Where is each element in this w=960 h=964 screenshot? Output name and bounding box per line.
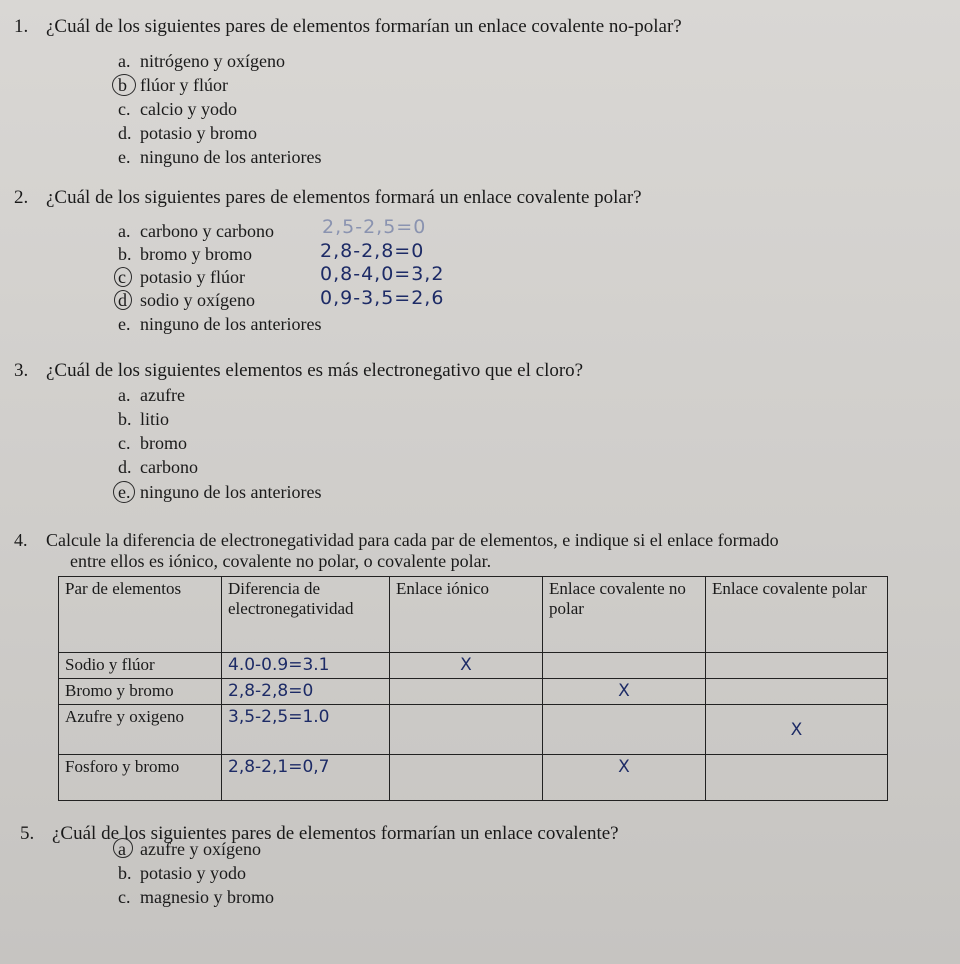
- handwritten-note-1: 2,5-2,5=0: [322, 216, 427, 238]
- header-pair: Par de elementos: [59, 577, 222, 653]
- row-diff: 3,5-2,5=1.0: [222, 705, 390, 755]
- q2-option-e: e. ninguno de los anteriores: [118, 314, 322, 334]
- answer-circle-c: [114, 267, 132, 287]
- header-polar: Enlace covalente polar: [706, 577, 888, 653]
- row-diff: 4.0-0.9=3.1: [222, 653, 390, 679]
- row-diff: 2,8-2,1=0,7: [222, 755, 390, 801]
- row-mark: X: [543, 679, 706, 705]
- table-row: [59, 679, 888, 705]
- answer-circle-a: [113, 838, 133, 858]
- answer-circle-d: [114, 290, 132, 310]
- row-pair: Bromo y bromo: [59, 679, 222, 705]
- header-diff: Diferencia de electronegatividad: [222, 577, 390, 653]
- selected-answer-circle: [112, 74, 136, 96]
- question-5: 5. ¿Cuál de los siguientes pares de elementos formarían un enlace covalente?: [20, 823, 619, 844]
- handwritten-note-2: 2,8-2,8=0: [320, 240, 425, 262]
- q1-option-d: d. potasio y bromo: [118, 123, 257, 143]
- handwritten-note-4: 0,9-3,5=2,6: [320, 287, 445, 309]
- row-pair: Sodio y flúor: [59, 653, 222, 679]
- electronegativity-table: [58, 576, 888, 801]
- q2-option-c: c potasio y flúor: [118, 266, 245, 288]
- row-diff: 2,8-2,8=0: [222, 679, 390, 705]
- question-4-line1: 4. Calcule la diferencia de electronegatividad para cada par de elementos, e indique si el enlace formado: [14, 530, 779, 550]
- answer-circle-e: [113, 481, 135, 503]
- q3-option-a: a. azufre: [118, 385, 185, 405]
- row-mark: X: [543, 755, 706, 801]
- q3-option-d: d. carbono: [118, 457, 198, 477]
- handwritten-note-3: 0,8-4,0=3,2: [320, 263, 445, 285]
- q1-option-c: c. calcio y yodo: [118, 99, 237, 119]
- row-pair: Fosforo y bromo: [59, 755, 222, 801]
- q2-option-a: a. carbono y carbono: [118, 221, 274, 241]
- header-ionic: Enlace iónico: [390, 577, 543, 653]
- table-header-row: [59, 577, 888, 653]
- question-1: 1. ¿Cuál de los siguientes pares de elementos formarían un enlace covalente no-polar?: [14, 16, 682, 37]
- q3-option-c: c. bromo: [118, 433, 187, 453]
- q1-option-a: a. nitrógeno y oxígeno: [118, 51, 285, 71]
- q2-option-d: d sodio y oxígeno: [118, 289, 255, 311]
- question-3: 3. ¿Cuál de los siguientes elementos es más electronegativo que el cloro?: [14, 360, 584, 381]
- table-row: [59, 653, 888, 679]
- question-2: 2. ¿Cuál de los siguientes pares de elementos formará un enlace covalente polar?: [14, 187, 642, 208]
- q2-option-b: b. bromo y bromo: [118, 244, 252, 264]
- q3-option-e: e. ninguno de los anteriores: [118, 481, 321, 503]
- q5-option-a: a azufre y oxígeno: [118, 838, 261, 860]
- question-4-line2: entre ellos es iónico, covalente no polar, o covalente polar.: [70, 551, 492, 571]
- q1-option-e: e. ninguno de los anteriores: [118, 147, 322, 167]
- q1-option-b: b flúor y flúor: [118, 74, 228, 96]
- row-mark: X: [706, 705, 888, 755]
- header-nonpolar: Enlace covalente no polar: [543, 577, 706, 653]
- q3-option-b: b. litio: [118, 409, 170, 429]
- table-row: [59, 755, 888, 801]
- row-mark: X: [390, 653, 543, 679]
- table-row: [59, 705, 888, 755]
- q5-option-c: c. magnesio y bromo: [118, 887, 274, 907]
- row-pair: Azufre y oxigeno: [59, 705, 222, 755]
- q5-option-b: b. potasio y yodo: [118, 863, 246, 883]
